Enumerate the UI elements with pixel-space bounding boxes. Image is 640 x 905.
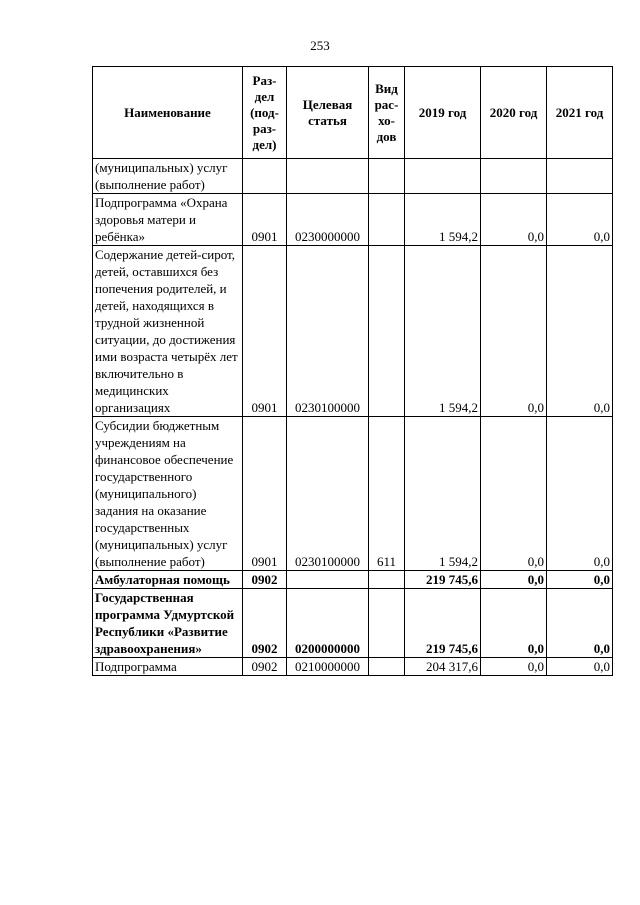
header-2019: 2019 год [405, 67, 481, 159]
row-2020 [481, 159, 547, 194]
row-2021: 0,0 [547, 194, 613, 246]
row-name: Содержание детей-сирот, детей, оставшихся без попечения родителей, и детей, находящихся в трудной жизненной ситуации, до достижения ими возраста четырёх лет включительно в медицинских организациях [93, 246, 243, 417]
row-2019: 1 594,2 [405, 417, 481, 571]
row-section: 0901 [243, 246, 287, 417]
row-target [287, 571, 369, 589]
row-type [369, 589, 405, 658]
row-target: 0230000000 [287, 194, 369, 246]
row-section: 0901 [243, 194, 287, 246]
budget-table [92, 66, 613, 676]
row-2021: 0,0 [547, 589, 613, 658]
row-2020: 0,0 [481, 571, 547, 589]
row-target: 0200000000 [287, 589, 369, 658]
row-2019: 219 745,6 [405, 589, 481, 658]
row-type [369, 246, 405, 417]
row-target: 0210000000 [287, 658, 369, 676]
row-type [369, 571, 405, 589]
table-row [93, 159, 613, 194]
row-name: (муниципальных) услуг (выполнение работ) [93, 159, 243, 194]
table-row [93, 246, 613, 417]
row-2020: 0,0 [481, 246, 547, 417]
row-type: 611 [369, 417, 405, 571]
table-row [93, 658, 613, 676]
row-2020: 0,0 [481, 194, 547, 246]
table-row [93, 194, 613, 246]
row-target: 0230100000 [287, 246, 369, 417]
header-2021: 2021 год [547, 67, 613, 159]
table-row [93, 417, 613, 571]
row-target: 0230100000 [287, 417, 369, 571]
row-type [369, 658, 405, 676]
header-type: Вид рас- хо- дов [369, 67, 405, 159]
header-target: Целевая статья [287, 67, 369, 159]
table-header-row [93, 67, 613, 159]
row-name: Амбулаторная помощь [93, 571, 243, 589]
row-section [243, 159, 287, 194]
row-section: 0902 [243, 658, 287, 676]
table-row [93, 589, 613, 658]
table-row [93, 571, 613, 589]
header-2020: 2020 год [481, 67, 547, 159]
row-2021: 0,0 [547, 571, 613, 589]
row-section: 0902 [243, 589, 287, 658]
row-type [369, 159, 405, 194]
row-2020: 0,0 [481, 589, 547, 658]
row-name: Государственная программа Удмуртской Республики «Развитие здравоохранения» [93, 589, 243, 658]
row-target [287, 159, 369, 194]
row-name: Субсидии бюджетным учреждениям на финансовое обеспечение государственного (муниципального) задания на оказание государственных (муниципальных) услуг (выполнение работ) [93, 417, 243, 571]
row-2021: 0,0 [547, 417, 613, 571]
row-2021 [547, 159, 613, 194]
row-2021: 0,0 [547, 246, 613, 417]
row-name: Подпрограмма «Охрана здоровья матери и ребёнка» [93, 194, 243, 246]
row-2019: 204 317,6 [405, 658, 481, 676]
header-section: Раз- дел (под- раз- дел) [243, 67, 287, 159]
header-name: Наименование [93, 67, 243, 159]
row-2019: 1 594,2 [405, 194, 481, 246]
row-name: Подпрограмма [93, 658, 243, 676]
row-2021: 0,0 [547, 658, 613, 676]
row-section: 0902 [243, 571, 287, 589]
page-number: 253 [310, 38, 330, 53]
row-2020: 0,0 [481, 417, 547, 571]
row-2020: 0,0 [481, 658, 547, 676]
row-2019: 1 594,2 [405, 246, 481, 417]
row-2019 [405, 159, 481, 194]
row-section: 0901 [243, 417, 287, 571]
row-type [369, 194, 405, 246]
row-2019: 219 745,6 [405, 571, 481, 589]
